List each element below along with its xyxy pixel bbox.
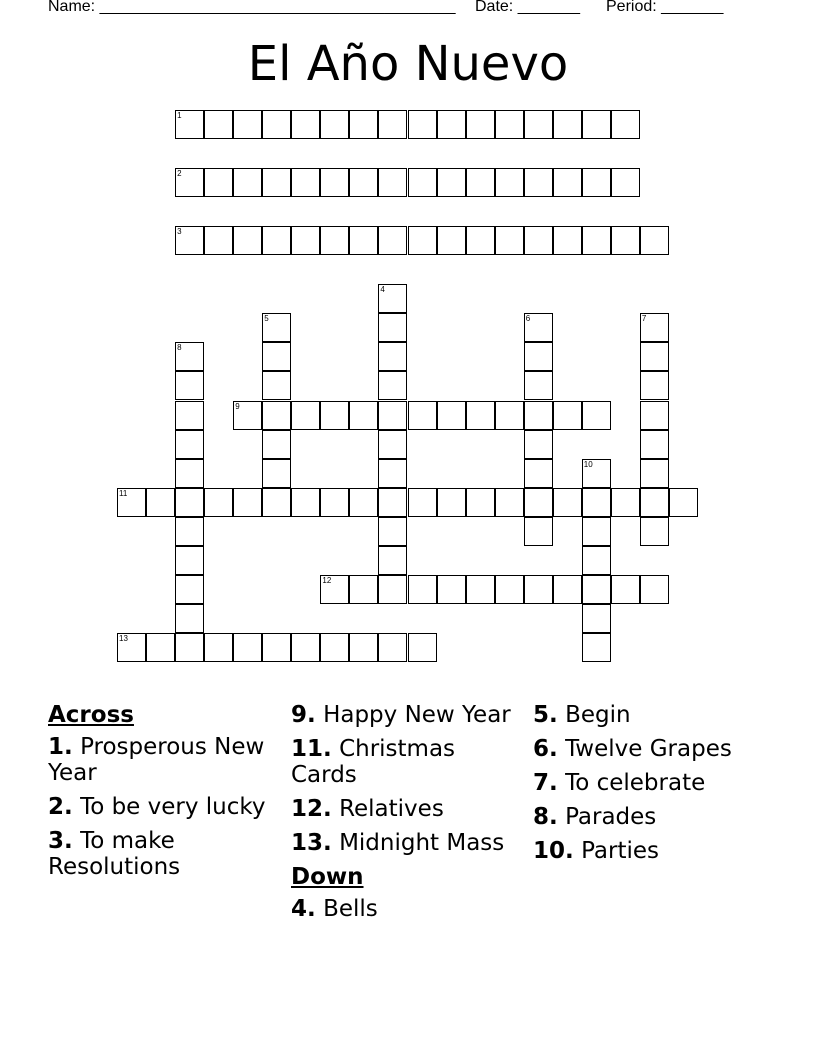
crossword-cell[interactable] <box>437 226 466 255</box>
crossword-cell[interactable] <box>524 430 553 459</box>
crossword-cell[interactable] <box>408 488 437 517</box>
crossword-cell[interactable] <box>320 168 349 197</box>
crossword-cell[interactable] <box>495 226 524 255</box>
crossword-cell[interactable] <box>582 546 611 575</box>
crossword-cell[interactable] <box>175 575 204 604</box>
crossword-cell[interactable] <box>291 401 320 430</box>
crossword-cell[interactable] <box>611 110 640 139</box>
crossword-cell[interactable] <box>320 401 349 430</box>
crossword-cell[interactable] <box>408 575 437 604</box>
crossword-cell[interactable] <box>495 110 524 139</box>
crossword-cell[interactable] <box>495 401 524 430</box>
crossword-cell[interactable] <box>175 488 204 517</box>
crossword-cell[interactable] <box>378 401 407 430</box>
clue-number: 12. <box>291 796 332 822</box>
cell-number: 9 <box>235 401 240 411</box>
cell-number: 3 <box>177 227 182 237</box>
cell-number: 12 <box>322 575 332 585</box>
crossword-cell[interactable] <box>640 459 669 488</box>
crossword-cell[interactable] <box>553 401 582 430</box>
crossword-cell[interactable] <box>611 168 640 197</box>
crossword-cell[interactable] <box>262 168 291 197</box>
crossword-cell[interactable] <box>553 488 582 517</box>
clue-text: Midnight Mass <box>339 830 505 856</box>
crossword-cell[interactable] <box>175 633 204 662</box>
crossword-cell[interactable] <box>640 342 669 371</box>
clue-down-5 <box>533 702 763 728</box>
crossword-cell[interactable] <box>349 633 378 662</box>
crossword-cell[interactable] <box>320 488 349 517</box>
crossword-cell[interactable] <box>233 110 262 139</box>
crossword-cell[interactable] <box>320 110 349 139</box>
crossword-cell[interactable] <box>466 168 495 197</box>
clue-text: To be very lucky <box>80 794 266 820</box>
crossword-cell[interactable] <box>640 488 669 517</box>
crossword-cell[interactable] <box>524 575 553 604</box>
cell-number: 13 <box>119 633 128 643</box>
across-heading: Across <box>48 702 134 728</box>
crossword-cell[interactable] <box>175 517 204 546</box>
cell-number: 5 <box>264 314 269 324</box>
crossword-cell[interactable] <box>611 488 640 517</box>
crossword-cell[interactable] <box>291 168 320 197</box>
clue-across-11 <box>291 736 521 788</box>
crossword-cell[interactable] <box>262 371 291 400</box>
crossword-cell[interactable] <box>204 488 233 517</box>
crossword-cell[interactable] <box>175 546 204 575</box>
crossword-cell[interactable] <box>204 633 233 662</box>
crossword-cell[interactable] <box>553 110 582 139</box>
name-field-label: Name: ________________________________________ <box>48 0 456 15</box>
clue-text: Relatives <box>339 796 444 822</box>
crossword-cell[interactable] <box>466 226 495 255</box>
cell-number: 1 <box>177 111 182 120</box>
crossword-cell[interactable] <box>408 110 437 139</box>
crossword-cell[interactable] <box>262 633 291 662</box>
crossword-cell[interactable] <box>524 168 553 197</box>
crossword-cell[interactable] <box>466 110 495 139</box>
crossword-cell[interactable] <box>349 488 378 517</box>
clue-number: 2. <box>48 794 73 820</box>
clue-text: Happy New Year <box>323 702 511 728</box>
clue-column-3 <box>533 702 763 872</box>
date-field-label: Date: _______ <box>475 0 580 15</box>
crossword-cell[interactable] <box>349 110 378 139</box>
clue-text: Begin <box>565 702 631 728</box>
down-heading: Down <box>291 864 364 890</box>
crossword-cell[interactable] <box>466 401 495 430</box>
crossword-cell[interactable] <box>378 371 407 400</box>
crossword-cell[interactable] <box>553 575 582 604</box>
crossword-cell[interactable] <box>669 488 698 517</box>
clue-number: 13. <box>291 830 332 856</box>
clue-text: Parades <box>565 804 657 830</box>
clue-across-2 <box>48 794 278 820</box>
crossword-cell[interactable] <box>495 575 524 604</box>
crossword-cell[interactable] <box>378 168 407 197</box>
crossword-cell[interactable] <box>291 226 320 255</box>
crossword-cell[interactable] <box>466 575 495 604</box>
crossword-cell[interactable] <box>408 401 437 430</box>
crossword-cell[interactable] <box>524 342 553 371</box>
crossword-cell[interactable] <box>437 168 466 197</box>
crossword-cell[interactable] <box>378 313 407 342</box>
clue-text: To make Resolutions <box>48 828 181 880</box>
crossword-cell[interactable] <box>233 633 262 662</box>
crossword-cell[interactable] <box>291 633 320 662</box>
clue-across-13 <box>291 830 521 856</box>
crossword-cell[interactable] <box>582 168 611 197</box>
crossword-cell[interactable] <box>437 110 466 139</box>
crossword-cell[interactable] <box>582 226 611 255</box>
crossword-cell[interactable] <box>495 168 524 197</box>
clue-across-1 <box>48 734 278 786</box>
crossword-cell[interactable] <box>408 226 437 255</box>
clue-text: Twelve Grapes <box>565 736 732 762</box>
crossword-cell[interactable] <box>640 430 669 459</box>
crossword-cell[interactable] <box>349 575 378 604</box>
crossword-cell[interactable] <box>524 371 553 400</box>
crossword-cell[interactable] <box>582 604 611 633</box>
cell-number: 4 <box>380 285 385 295</box>
crossword-cell[interactable] <box>582 633 611 662</box>
crossword-cell[interactable] <box>204 110 233 139</box>
crossword-cell[interactable] <box>262 226 291 255</box>
crossword-cell[interactable] <box>233 226 262 255</box>
crossword-cell[interactable] <box>553 226 582 255</box>
crossword-cell[interactable] <box>640 226 669 255</box>
clue-down-7 <box>533 770 763 796</box>
clue-number: 6. <box>533 736 558 762</box>
crossword-cell[interactable] <box>524 488 553 517</box>
crossword-cell[interactable] <box>495 488 524 517</box>
crossword-cell[interactable] <box>378 633 407 662</box>
crossword-cell[interactable] <box>437 488 466 517</box>
crossword-cell[interactable] <box>582 488 611 517</box>
crossword-cell[interactable] <box>466 488 495 517</box>
clue-number: 7. <box>533 770 558 796</box>
crossword-cell[interactable] <box>582 517 611 546</box>
clue-number: 5. <box>533 702 558 728</box>
clue-number: 11. <box>291 736 332 762</box>
cell-number: 10 <box>583 459 593 469</box>
cell-number: 2 <box>177 169 182 179</box>
crossword-cell[interactable] <box>582 575 611 604</box>
period-field-label: Period: _______ <box>606 0 724 15</box>
cell-number: 6 <box>525 314 531 324</box>
clue-text: To celebrate <box>565 770 706 796</box>
crossword-cell[interactable] <box>262 488 291 517</box>
crossword-cell[interactable] <box>378 342 407 371</box>
clue-column-1 <box>48 702 278 888</box>
crossword-cell[interactable] <box>378 110 407 139</box>
crossword-cell[interactable] <box>262 342 291 371</box>
crossword-cell[interactable] <box>349 168 378 197</box>
clue-text: Bells <box>323 896 378 922</box>
crossword-cell[interactable] <box>378 430 407 459</box>
crossword-cell[interactable] <box>524 226 553 255</box>
crossword-cell[interactable] <box>640 517 669 546</box>
crossword-cell[interactable] <box>582 401 611 430</box>
crossword-cell[interactable] <box>262 110 291 139</box>
crossword-cell[interactable] <box>349 401 378 430</box>
crossword-cell[interactable] <box>524 517 553 546</box>
clue-text: Parties <box>581 838 659 864</box>
crossword-cell[interactable] <box>640 575 669 604</box>
crossword-cell[interactable] <box>320 226 349 255</box>
clue-down-8 <box>533 804 763 830</box>
cell-number: 11 <box>119 488 128 498</box>
clue-text: Prosperous New Year <box>48 734 265 786</box>
crossword-cell[interactable] <box>611 575 640 604</box>
crossword-cell[interactable] <box>378 488 407 517</box>
clue-number: 8. <box>533 804 558 830</box>
crossword-cell[interactable] <box>146 633 175 662</box>
crossword-cell[interactable] <box>378 226 407 255</box>
crossword-cell[interactable] <box>291 110 320 139</box>
crossword-cell[interactable] <box>524 459 553 488</box>
clue-number: 4. <box>291 896 316 922</box>
clue-across-3 <box>48 828 278 880</box>
crossword-cell[interactable] <box>378 546 407 575</box>
crossword-cell[interactable] <box>175 401 204 430</box>
clue-number: 10. <box>533 838 574 864</box>
crossword-cell[interactable] <box>349 226 378 255</box>
clue-column-2 <box>291 702 521 930</box>
crossword-cell[interactable] <box>524 401 553 430</box>
crossword-cell[interactable] <box>175 604 204 633</box>
crossword-cell[interactable] <box>553 168 582 197</box>
crossword-cell[interactable] <box>378 459 407 488</box>
crossword-cell[interactable] <box>233 488 262 517</box>
clue-number: 1. <box>48 734 73 760</box>
crossword-cell[interactable] <box>262 430 291 459</box>
crossword-cell[interactable] <box>204 226 233 255</box>
crossword-cell[interactable] <box>640 401 669 430</box>
clue-number: 9. <box>291 702 316 728</box>
crossword-cell[interactable] <box>378 575 407 604</box>
clue-down-4 <box>291 896 521 922</box>
crossword-cell[interactable] <box>262 401 291 430</box>
crossword-cell[interactable] <box>408 168 437 197</box>
crossword-cell[interactable] <box>437 401 466 430</box>
clue-text: Christmas Cards <box>291 736 456 788</box>
clue-across-12 <box>291 796 521 822</box>
crossword-cell[interactable] <box>320 633 349 662</box>
crossword-cell[interactable] <box>204 168 233 197</box>
crossword-cell[interactable] <box>640 371 669 400</box>
crossword-cell[interactable] <box>582 110 611 139</box>
crossword-cell[interactable] <box>175 430 204 459</box>
crossword-cell[interactable] <box>437 575 466 604</box>
page-title: El Año Nuevo <box>247 36 569 92</box>
crossword-cell[interactable] <box>262 459 291 488</box>
crossword-cell[interactable] <box>291 488 320 517</box>
crossword-cell[interactable] <box>611 226 640 255</box>
crossword-cell[interactable] <box>175 459 204 488</box>
cell-number: 8 <box>177 343 182 353</box>
clue-number: 3. <box>48 828 73 854</box>
clue-down-10 <box>533 838 763 864</box>
crossword-cell[interactable] <box>146 488 175 517</box>
cell-number: 7 <box>641 314 647 324</box>
crossword-cell[interactable] <box>233 168 262 197</box>
clue-across-9 <box>291 702 521 728</box>
crossword-cell[interactable] <box>408 633 437 662</box>
clue-down-6 <box>533 736 763 762</box>
crossword-cell[interactable] <box>175 371 204 400</box>
crossword-cell[interactable] <box>524 110 553 139</box>
crossword-cell[interactable] <box>378 517 407 546</box>
